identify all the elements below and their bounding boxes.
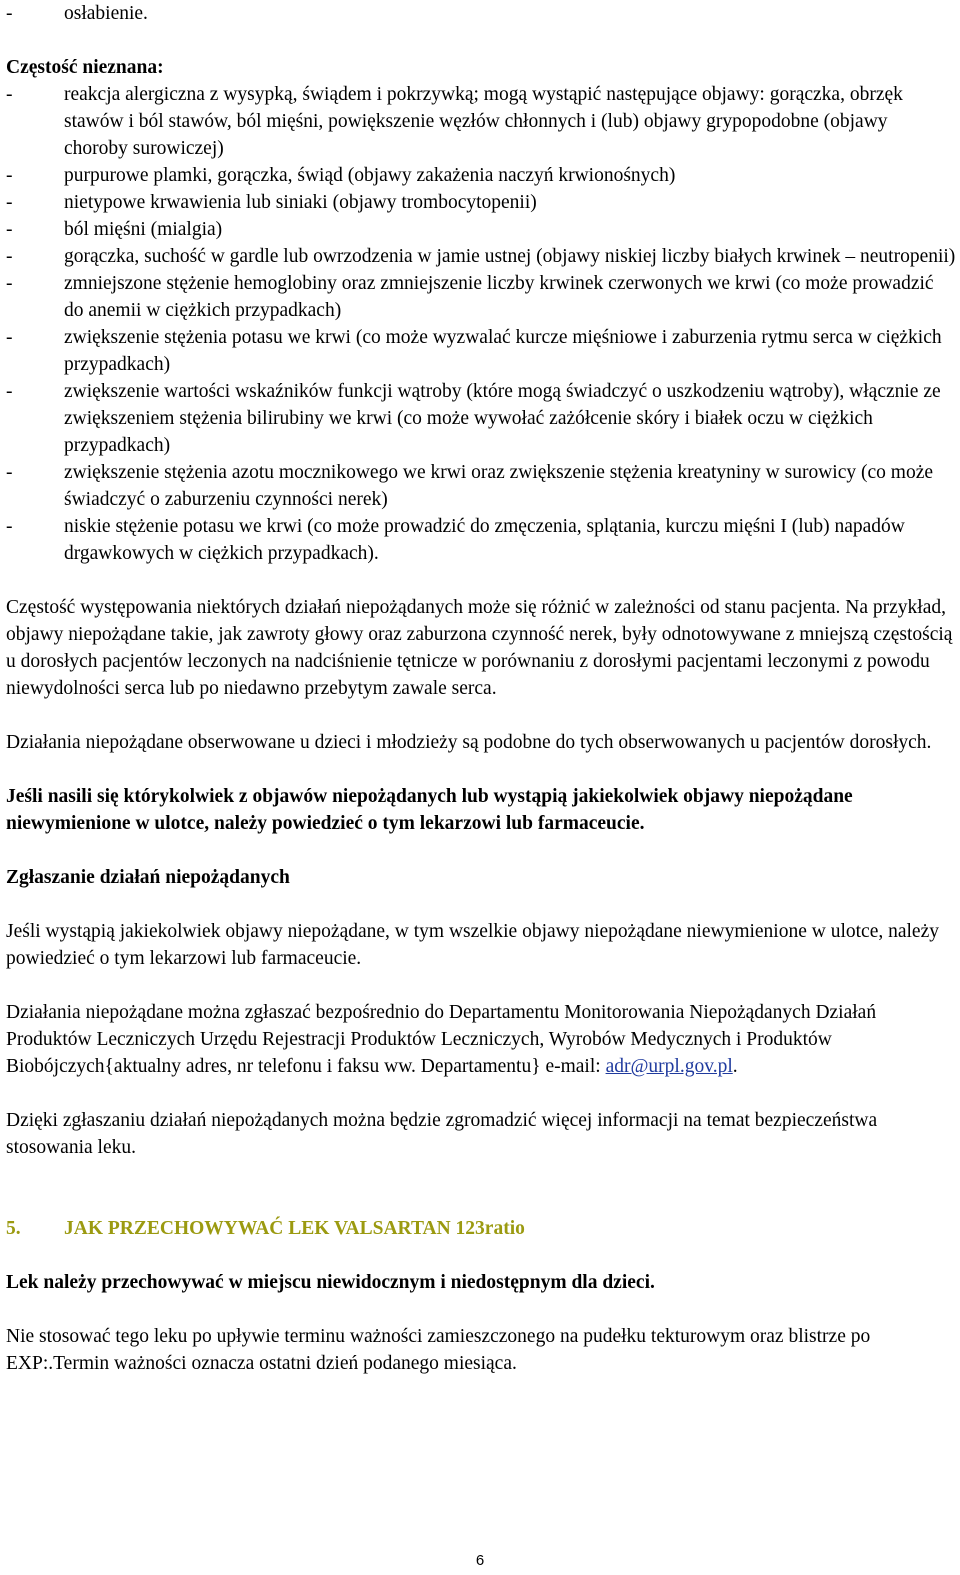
list-dash: - [6,3,13,24]
children-paragraph: Działania niepożądane obserwowane u dzieci i młodzieży są podobne do tych obserwowanych u pacjentów dorosłych. [6,732,932,753]
reporting-paragraph-1: Jeśli wystąpią jakiekolwiek objawy niepożądane, w tym wszelkie objawy niepożądane niewymienione w ulotce, należy powiedzieć o tym lekarzowi lub farmaceucie. [6,921,939,969]
list-item: - zwiększenie stężenia azotu mocznikowego we krwi oraz zwiększenie stężenia kreatyniny w surowicy (co może świadczyć o zaburzeniu czynności nerek) [6,462,934,510]
list-item: - zwiększenie stężenia potasu we krwi (co może wyzwalać kurcze mięśniowe i zaburzenia rytmu serca w ciężkich przypadkach) [6,327,942,375]
reporting-paragraph-3: Dzięki zgłaszaniu działań niepożądanych można będzie zgromadzić więcej informacji na temat bezpieczeństwa stosowania leku. [6,1110,878,1158]
frequency-paragraph: Częstość występowania niektórych działań niepożądanych może się różnić w zależności od stanu pacjenta. Na przykład, objawy niepożądane takie, jak zawroty głowy oraz zaburzona czynność nerek, były odnotowywane z mniejszą częstością u dorosłych pacjentów leczonych na nadciśnienie tętnicze w porównaniu z dorosłymi pacjentami leczonymi z powodu niewydolności serca lub po niedawno przebytym zawale serca. [6,597,953,699]
list-item: - gorączka, suchość w gardle lub owrzodzenia w jamie ustnej (objawy niskiej liczby białych krwinek – neutropenii) [6,246,956,267]
list-item-text: osłabienie. [64,3,148,24]
list-item: - purpurowe plamki, gorączka, świąd (objawy zakażenia naczyń krwionośnych) [6,165,676,186]
section-5-heading [6,1215,956,1242]
email-link[interactable]: adr@urpl.gov.pl [605,1056,733,1077]
storage-paragraph: Nie stosować tego leku po upływie terminu ważności zamieszczonego na pudełku tekturowym oraz blistrze po EXP:.Termin ważności oznacza ostatni dzień podanego miesiąca. [6,1326,871,1374]
list-item: - reakcja alergiczna z wysypką, świądem i pokrzywką; mogą wystąpić następujące objawy: gorączka, obrzęk stawów i ból stawów, ból mięśni, powiększenie węzłów chłonnych i (lub) objawy grypopodobne (objawy choroby surowiczej) [6,84,903,159]
document-page [6,0,956,1377]
list-item-weakness [6,0,956,27]
list-item: - zmniejszone stężenie hemoglobiny oraz zmniejszenie liczby krwinek czerwonych we krwi (co może prowadzić do anemii w ciężkich przypadkach) [6,273,934,321]
section-number: 5. [6,1218,21,1239]
frequency-unknown-list [6,81,956,567]
page-number: 6 [475,1552,485,1569]
frequency-unknown-title: Częstość nieznana: [6,57,164,78]
warning-paragraph: Jeśli nasili się którykolwiek z objawów niepożądanych lub wystąpią jakiekolwiek objawy niepożądane niewymienione w ulotce, należy powiedzieć o tym lekarzowi lub farmaceucie. [6,786,853,834]
reporting-paragraph-2: Działania niepożądane można zgłaszać bezpośrednio do Departamentu Monitorowania Niepożądanych Działań Produktów Leczniczych Urzędu Rejestracji Produktów Leczniczych, Wyrobów Medycznych i Produktów Biobójczych{aktualny adres, nr telefonu i faksu ww. Departamentu} e-mail: adr@urpl.gov.pl. [6,1002,877,1077]
section-title: JAK PRZECHOWYWAĆ LEK VALSARTAN 123ratio [64,1218,525,1239]
storage-warning: Lek należy przechowywać w miejscu niewidocznym i niedostępnym dla dzieci. [6,1272,655,1293]
list-item: - niskie stężenie potasu we krwi (co może prowadzić do zmęczenia, splątania, kurczu mięśni I (lub) napadów drgawkowych w ciężkich przypadkach). [6,516,905,564]
list-item: - zwiększenie wartości wskaźników funkcji wątroby (które mogą świadczyć o uszkodzeniu wątroby), włącznie ze zwiększeniem stężenia bilirubiny we krwi (co może wywołać zażółcenie skóry i białek oczu w ciężkich przypadkach) [6,381,941,456]
reporting-heading: Zgłaszanie działań niepożądanych [6,867,290,888]
list-item: - ból mięśni (mialgia) [6,219,223,240]
list-item: - nietypowe krwawienia lub siniaki (objawy trombocytopenii) [6,192,537,213]
